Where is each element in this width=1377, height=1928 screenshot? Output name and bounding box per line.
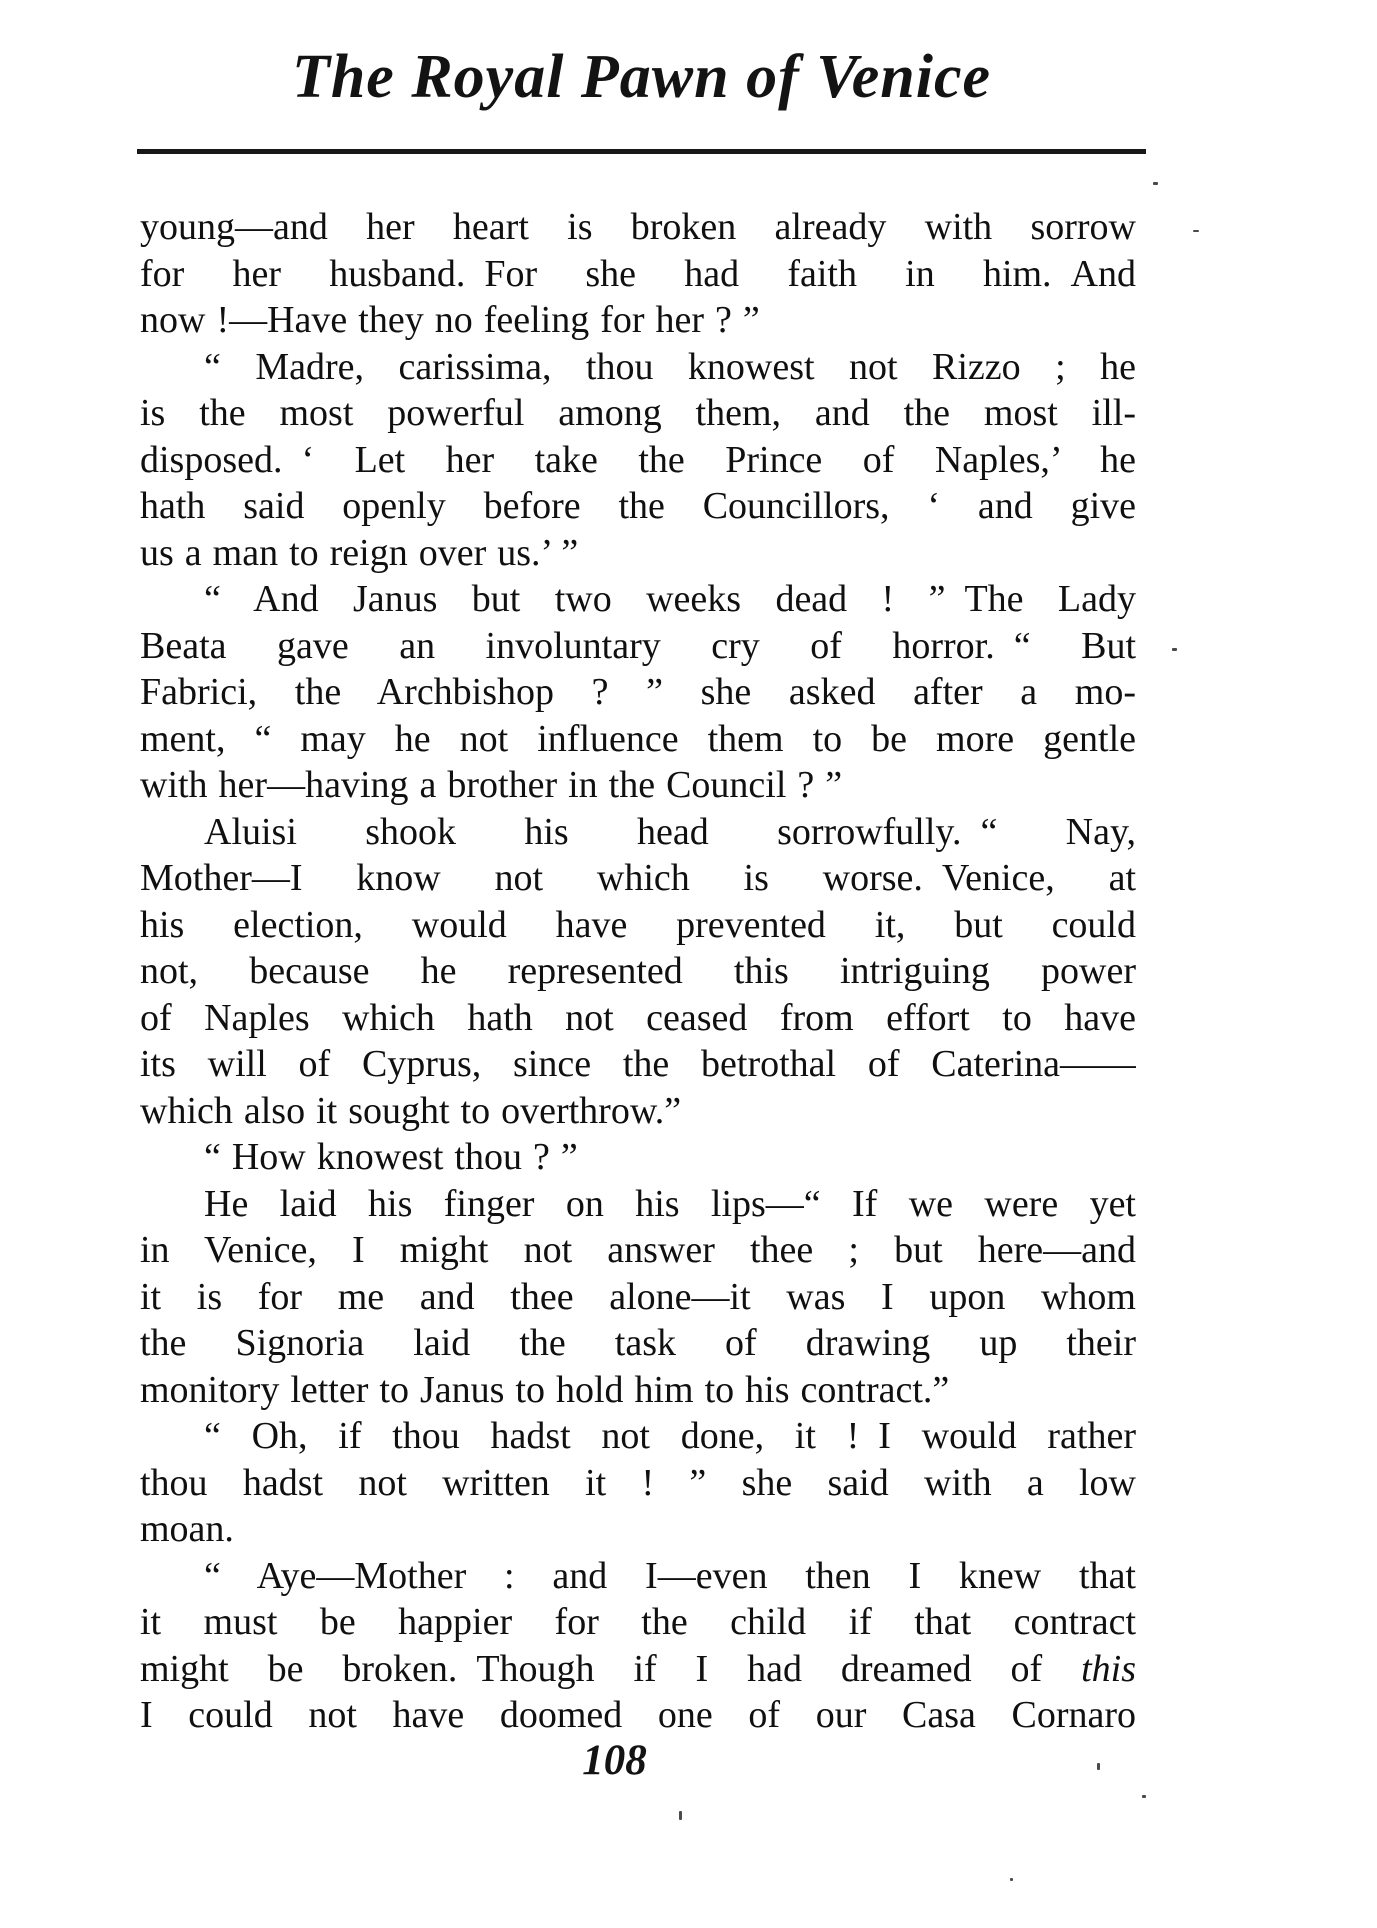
text-line: it is for me and thee alone—it was I upon whom [140,1275,1136,1318]
text-line: its will of Cyprus, since the betrothal of Caterina—— [140,1043,1136,1085]
scan-speck [1142,1795,1146,1798]
text-line: He laid his finger on his lips—“ If we were yet [204,1182,1136,1225]
scan-speck [679,1811,682,1820]
header-rule [137,149,1146,154]
text-line: Mother—I know not which is worse. Venice, at [140,857,1136,899]
text-line: us a man to reign over us.’ ” [140,531,579,574]
text-line: Fabrici, the Archbishop ? ” she asked after a mo- [140,671,1136,713]
text-line: moan. [140,1508,234,1550]
text-line: “ And Janus but two weeks dead ! ” The Lady [204,578,1136,620]
text-line: disposed. ‘ Let her take the Prince of Naples,’ he [140,438,1136,481]
running-header-title: The Royal Pawn of Venice [291,43,992,111]
text-line: thou hadst not written it ! ” she said with a low [140,1461,1136,1504]
text-line: the Signoria laid the task of drawing up their [140,1322,1136,1364]
scan-speck [1097,1763,1100,1770]
text-line: for her husband. For she had faith in him. And [140,252,1136,295]
text-line: of Naples which hath not ceased from effort to have [140,996,1136,1039]
scan-speck [1172,648,1177,651]
scan-speck [1153,182,1158,185]
text-line: “ Aye—Mother : and I—even then I knew that [204,1554,1136,1597]
text-line: “ Oh, if thou hadst not done, it ! I would rather [204,1415,1136,1457]
text-line: monitory letter to Janus to hold him to his contract.” [140,1368,950,1411]
text-line: in Venice, I might not answer thee ; but here—and [140,1229,1136,1271]
text-line: with her—having a brother in the Council ? ” [140,764,843,806]
text-line: his election, would have prevented it, but could [140,903,1136,946]
text-line: Beata gave an involuntary cry of horror. “ But [140,624,1136,667]
text-line: Aluisi shook his head sorrowfully. “ Nay, [204,810,1136,853]
text-line: is the most powerful among them, and the most ill- [140,392,1136,434]
text-line: ment, “ may he not influence them to be more gentle [140,717,1136,760]
text-line: it must be happier for the child if that contract [140,1601,1136,1643]
text-line: hath said openly before the Councillors, ‘ and give [140,485,1136,527]
text-line: now !—Have they no feeling for her ? ” [140,299,760,341]
scan-speck [1010,1878,1013,1881]
text-line: “ Madre, carissima, thou knowest not Rizzo ; he [204,345,1136,388]
body-text [140,204,1136,1739]
text-line: I could not have doomed one of our Casa Cornaro [140,1694,1136,1736]
page-number: 108 [582,1737,647,1784]
text-line: which also it sought to overthrow.” [140,1089,682,1132]
text-line: might be broken. Though if I had dreamed of this [140,1647,1136,1690]
text-line: young—and her heart is broken already with sorrow [140,206,1136,248]
text-line: not, because he represented this intriguing power [140,950,1136,992]
scan-speck [1193,230,1199,232]
text-line: “ How knowest thou ? ” [204,1136,578,1178]
